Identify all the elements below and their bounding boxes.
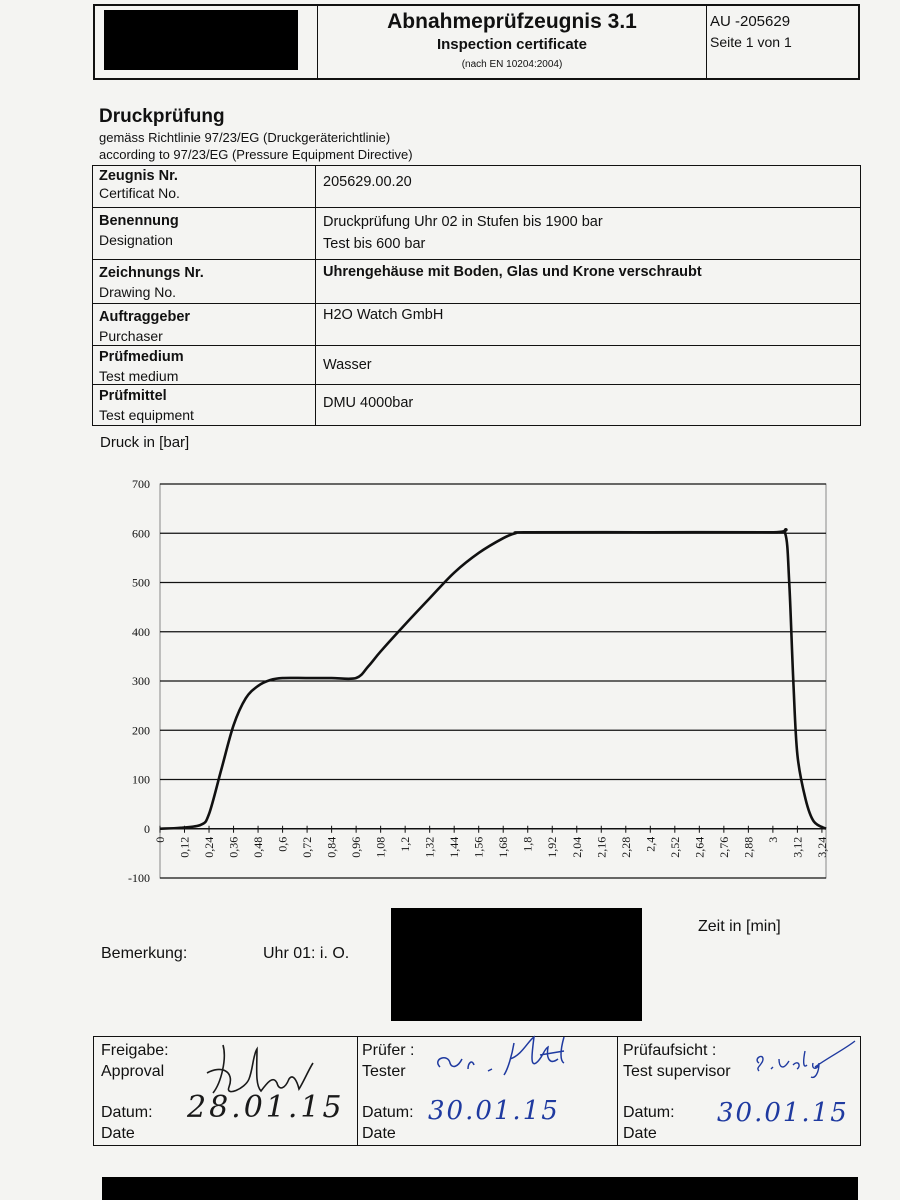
tester-signature <box>428 1029 578 1085</box>
approval-label <box>101 1040 169 1082</box>
x-tick-label: 1,2 <box>398 836 413 852</box>
y-tick-label: 0 <box>144 821 150 836</box>
signature-table <box>93 1036 861 1146</box>
date-label-de: Datum: <box>362 1104 414 1121</box>
directive-line-de: gemäss Richtlinie 97/23/EG (Druckgeräterichtlinie) <box>99 130 391 145</box>
table-row <box>93 208 860 260</box>
y-tick-label: -100 <box>128 871 150 885</box>
table-row <box>93 304 860 346</box>
y-tick-label: 300 <box>132 674 150 688</box>
x-tick-label: 3,24 <box>814 836 829 858</box>
tester-date-label <box>362 1102 414 1144</box>
drawing-label-en: Drawing No. <box>99 284 177 300</box>
drawing-label-de: Zeichnungs Nr. <box>99 265 204 281</box>
y-axis-label: Druck in [bar] <box>100 434 190 451</box>
cert-label-de: Zeugnis Nr. <box>99 168 178 184</box>
x-tick-label: 2,52 <box>667 836 682 858</box>
row-label <box>99 386 194 425</box>
x-tick-label: 0,36 <box>226 836 241 858</box>
purchaser-value: H2O Watch GmbH <box>323 307 444 323</box>
row-label <box>99 211 179 250</box>
x-tick-label: 2,64 <box>692 836 707 858</box>
tester-label-en: Tester <box>362 1063 406 1080</box>
y-tick-label: 400 <box>132 624 150 639</box>
info-table <box>92 165 861 426</box>
designation-value <box>323 211 603 255</box>
x-tick-label: 0,84 <box>324 836 339 858</box>
x-tick-label: 0,6 <box>275 836 290 852</box>
x-tick-label: 2,76 <box>716 836 731 858</box>
designation-value-2: Test bis 600 bar <box>323 236 426 252</box>
certificate-subtitle: Inspection certificate <box>436 36 588 53</box>
y-tick-label: 200 <box>132 723 150 738</box>
medium-label-de: Prüfmedium <box>99 349 184 365</box>
row-label <box>99 307 190 346</box>
x-tick-label: 3,12 <box>790 836 805 858</box>
approval-label-de: Freigabe: <box>101 1042 169 1059</box>
tester-date: 30.01.15 <box>428 1096 560 1126</box>
table-row <box>93 346 860 385</box>
supervisor-date: 30.01.15 <box>717 1098 849 1128</box>
redacted-footer <box>102 1177 858 1200</box>
x-axis-label: Zeit in [min] <box>698 918 781 935</box>
table-row <box>93 166 860 208</box>
supervisor-date-label <box>623 1102 675 1144</box>
x-tick-label: 2,4 <box>643 836 658 852</box>
approval-cell <box>101 1037 351 1145</box>
medium-value: Wasser <box>323 357 372 373</box>
x-tick-label: 0,12 <box>177 836 192 858</box>
row-label <box>99 347 184 386</box>
page-number: Seite 1 von 1 <box>710 34 792 50</box>
x-tick-label: 2,16 <box>594 836 609 858</box>
supervisor-signature <box>749 1037 859 1081</box>
certificate-title: Abnahmeprüfzeugnis 3.1 <box>387 10 637 33</box>
section-title: Druckprüfung <box>99 106 225 127</box>
x-tick-label: 2,88 <box>741 836 756 858</box>
y-tick-label: 700 <box>132 477 150 491</box>
x-tick-label: 1,8 <box>520 836 535 852</box>
purchaser-label-de: Auftraggeber <box>99 309 191 325</box>
approval-date-label <box>101 1102 153 1144</box>
x-tick-label: 2,28 <box>618 836 633 858</box>
purchaser-label-en: Purchaser <box>99 328 163 344</box>
approval-label-en: Approval <box>101 1063 165 1080</box>
x-tick-label: 1,68 <box>496 836 511 858</box>
x-tick-label: 0,48 <box>251 836 266 858</box>
tester-label-de: Prüfer : <box>362 1042 415 1059</box>
y-tick-label: 500 <box>132 575 150 590</box>
certificate-header <box>93 4 860 80</box>
y-tick-label: 600 <box>132 526 150 541</box>
cert-label-en: Certificat No. <box>99 185 180 201</box>
table-row <box>93 385 860 425</box>
supervisor-label <box>623 1040 731 1082</box>
equipment-value: DMU 4000bar <box>323 395 414 411</box>
cert-value: 205629.00.20 <box>323 174 412 190</box>
redacted-stamp <box>391 908 642 1021</box>
x-tick-label: 0,24 <box>202 836 217 858</box>
date-label-de: Datum: <box>101 1104 153 1121</box>
pressure-chart <box>0 470 900 890</box>
header-right-block <box>710 12 792 52</box>
remark-value: Uhr 01: i. O. <box>263 945 350 962</box>
tester-cell <box>362 1037 612 1145</box>
directive-line-en: according to 97/23/EG (Pressure Equipment Directive) <box>99 147 413 162</box>
header-title-block <box>317 6 707 78</box>
drawing-value: Uhrengehäuse mit Boden, Glas und Krone verschraubt <box>323 264 702 280</box>
date-label-de: Datum: <box>623 1104 675 1121</box>
x-tick-label: 1,44 <box>447 836 462 858</box>
y-tick-label: 100 <box>132 772 150 787</box>
designation-label-en: Designation <box>99 232 173 248</box>
date-label-en: Date <box>101 1125 135 1142</box>
supervisor-label-en: Test supervisor <box>623 1063 731 1080</box>
row-label <box>99 167 180 202</box>
x-tick-label: 1,08 <box>373 836 388 858</box>
tester-label <box>362 1040 414 1082</box>
x-tick-label: 1,32 <box>422 836 437 858</box>
x-tick-label: 1,56 <box>471 836 486 858</box>
designation-value-1: Druckprüfung Uhr 02 in Stufen bis 1900 bar <box>323 214 603 230</box>
medium-label-en: Test medium <box>99 368 179 384</box>
certificate-norm: (nach EN 10204:2004) <box>461 59 563 70</box>
date-label-en: Date <box>623 1125 657 1142</box>
row-label <box>99 263 204 302</box>
supervisor-cell <box>623 1037 858 1145</box>
equipment-label-en: Test equipment <box>99 407 194 423</box>
x-tick-label: 2,04 <box>569 836 584 858</box>
x-tick-label: 1,92 <box>545 836 560 858</box>
equipment-label-de: Prüfmittel <box>99 388 167 404</box>
table-row <box>93 260 860 304</box>
supervisor-label-de: Prüfaufsicht : <box>623 1042 717 1059</box>
remark-label: Bemerkung: <box>101 945 188 962</box>
x-tick-label: 0,72 <box>300 836 315 858</box>
order-number: AU -205629 <box>710 13 791 30</box>
date-label-en: Date <box>362 1125 396 1142</box>
designation-label-de: Benennung <box>99 213 179 229</box>
x-tick-label: 0,96 <box>349 836 364 858</box>
x-tick-label: 3 <box>765 836 780 843</box>
approval-date: 28.01.15 <box>187 1090 345 1125</box>
series-line-druck <box>160 529 826 828</box>
x-tick-label: 0 <box>153 836 167 843</box>
